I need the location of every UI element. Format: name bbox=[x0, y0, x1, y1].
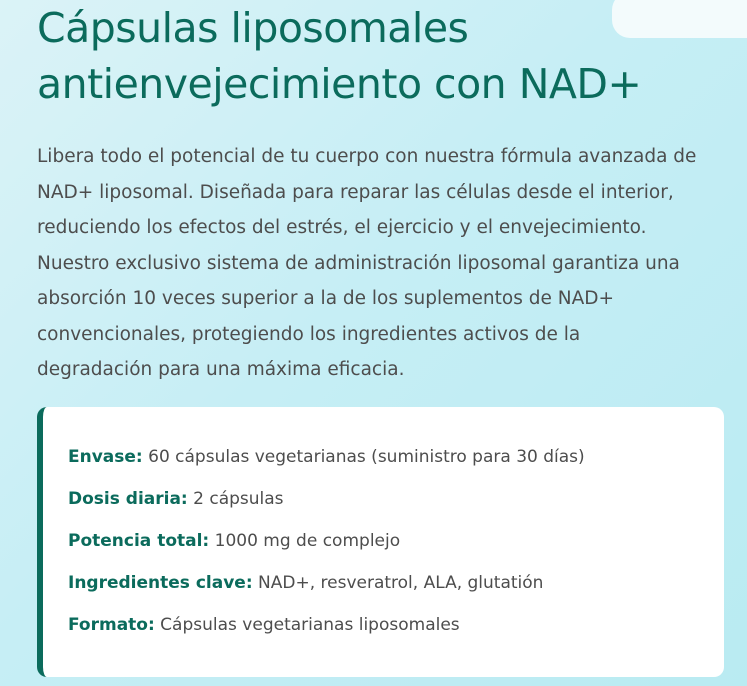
description-line: Libera todo el potencial de tu cuerpo con nuestra fórmula avanzada de bbox=[37, 146, 697, 167]
description-line: reduciendo los efectos del estrés, el ejercicio y el envejecimiento. bbox=[37, 217, 647, 238]
product-title-line-1: Cápsulas liposomales bbox=[37, 4, 469, 52]
specifications-card bbox=[37, 407, 724, 677]
description-line: Nuestro exclusivo sistema de administración liposomal garantiza una bbox=[37, 252, 680, 274]
spec-label: Potencia total: bbox=[68, 531, 210, 551]
spec-label: Envase: bbox=[68, 447, 143, 467]
spec-label: Dosis diaria: bbox=[68, 489, 188, 509]
product-description bbox=[37, 139, 737, 388]
spec-value: 60 cápsulas vegetarianas (suministro para 30 días) bbox=[142, 447, 585, 467]
product-title bbox=[37, 0, 737, 112]
product-title-line-2: antienvejecimiento con NAD+ bbox=[37, 60, 642, 108]
spec-row-total-potency bbox=[68, 528, 724, 554]
description-line: degradación para una máxima eficacia. bbox=[37, 359, 405, 380]
spec-label: Formato: bbox=[68, 615, 155, 635]
description-line: convencionales, protegiendo los ingredientes activos de la bbox=[37, 323, 581, 345]
spec-label: Ingredientes clave: bbox=[68, 573, 253, 593]
description-line: NAD+ liposomal. Diseñada para reparar las células desde el interior, bbox=[37, 181, 674, 203]
spec-row-daily-dose bbox=[68, 486, 724, 512]
spec-value: 2 cápsulas bbox=[187, 489, 284, 509]
spec-row-package bbox=[68, 444, 724, 470]
description-line: absorción 10 veces superior a la de los suplementos de NAD+ bbox=[37, 288, 614, 309]
spec-row-key-ingredients bbox=[68, 570, 724, 596]
spec-value: 1000 mg de complejo bbox=[209, 531, 401, 551]
spec-row-format bbox=[68, 612, 724, 638]
spec-value: NAD+, resveratrol, ALA, glutatión bbox=[252, 573, 544, 593]
spec-value: Cápsulas vegetarianas liposomales bbox=[154, 615, 460, 635]
